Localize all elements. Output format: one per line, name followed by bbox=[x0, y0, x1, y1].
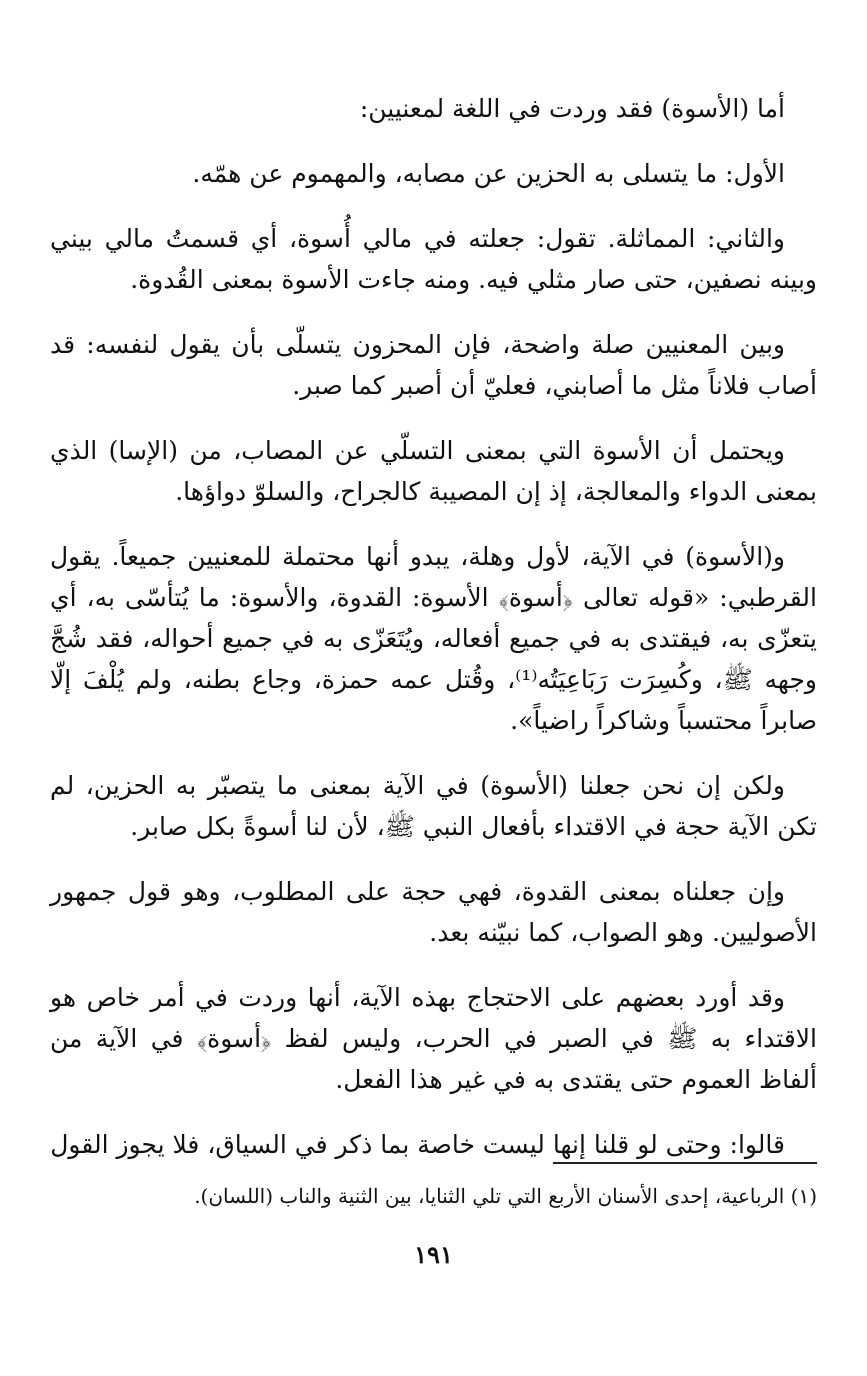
paragraph-asw-meanings-intro: أما (الأسوة) فقد وردت في اللغة لمعنيين: bbox=[359, 94, 785, 123]
paragraph-isa-derivation: ويحتمل أن الأسوة التي بمعنى التسلّي عن المصاب، من (الإسا) الذي بمعنى الدواء والمعالجة، إذ إن المصيبة كالجراح، والسلوّ دواؤها. bbox=[50, 436, 817, 506]
paragraph-qurtubi-quote: و(الأسوة) في الآية، لأول وهلة، يبدو أنها محتملة للمعنيين جميعاً. يقول القرطبي: «قوله تعالى ﴿أسوة﴾ الأسوة: القدوة، والأسوة: ما يُتأسّى به، أي يتعزّى به، فيقتدى به في جميع أفعاله، ويُتَعَزّى به في جميع أحواله، فقد شُجَّ وجهه ﷺ، وكُسِرَت رَبَاعِيَتُه⁽¹⁾، وقُتل عمه حمزة، وجاع بطنه، ولم يُلْفَ إلّا صابراً محتسباً وشاكراً راضياً». bbox=[50, 542, 817, 735]
footnote-divider bbox=[553, 1162, 817, 1164]
paragraph-continuation: قالوا: وحتى لو قلنا إنها ليست خاصة بما ذكر في السياق، فلا يجوز القول bbox=[50, 1130, 785, 1159]
paragraph-consolation-interpretation: ولكن إن نحن جعلنا (الأسوة) في الآية بمعنى ما يتصبّر به الحزين، لم تكن الآية حجة في الاقتداء بأفعال النبي ﷺ، لأن لنا أسوةً بكل صابر. bbox=[50, 771, 817, 841]
page-number: ١٩١ bbox=[414, 1240, 453, 1269]
main-text bbox=[50, 88, 817, 1189]
footnote: (١) الرباعية، إحدى الأسنان الأربع التي تلي الثنايا، بين الثنية والناب (اللسان). bbox=[194, 1184, 817, 1208]
paragraph-second-meaning: والثاني: المماثلة. تقول: جعلته في مالي أُسوة، أي قسمتُ مالي بيني وبينه نصفين، حتى صار مثلي فيه. ومنه جاءت الأسوة بمعنى القُدوة. bbox=[50, 224, 817, 294]
paragraph-objection: وقد أورد بعضهم على الاحتجاج بهذه الآية، أنها وردت في أمر خاص هو الاقتداء به ﷺ في الصبر في الحرب، وليس لفظ ﴿أسوة﴾ في الآية من ألفاظ العموم حتى يقتدى به في غير هذا الفعل. bbox=[50, 983, 817, 1094]
paragraph-first-meaning: الأول: ما يتسلى به الحزين عن مصابه، والمهموم عن همّه. bbox=[192, 159, 785, 188]
paragraph-exemplar-interpretation: وإن جعلناه بمعنى القدوة، فهي حجة على المطلوب، وهو قول جمهور الأصوليين. وهو الصواب، كما نبيّنه بعد. bbox=[50, 877, 817, 947]
paragraph-link-between-meanings: وبين المعنيين صلة واضحة، فإن المحزون يتسلّى بأن يقول لنفسه: قد أصاب فلاناً مثل ما أصابني، فعليّ أن أصبر كما صبر. bbox=[50, 330, 817, 400]
